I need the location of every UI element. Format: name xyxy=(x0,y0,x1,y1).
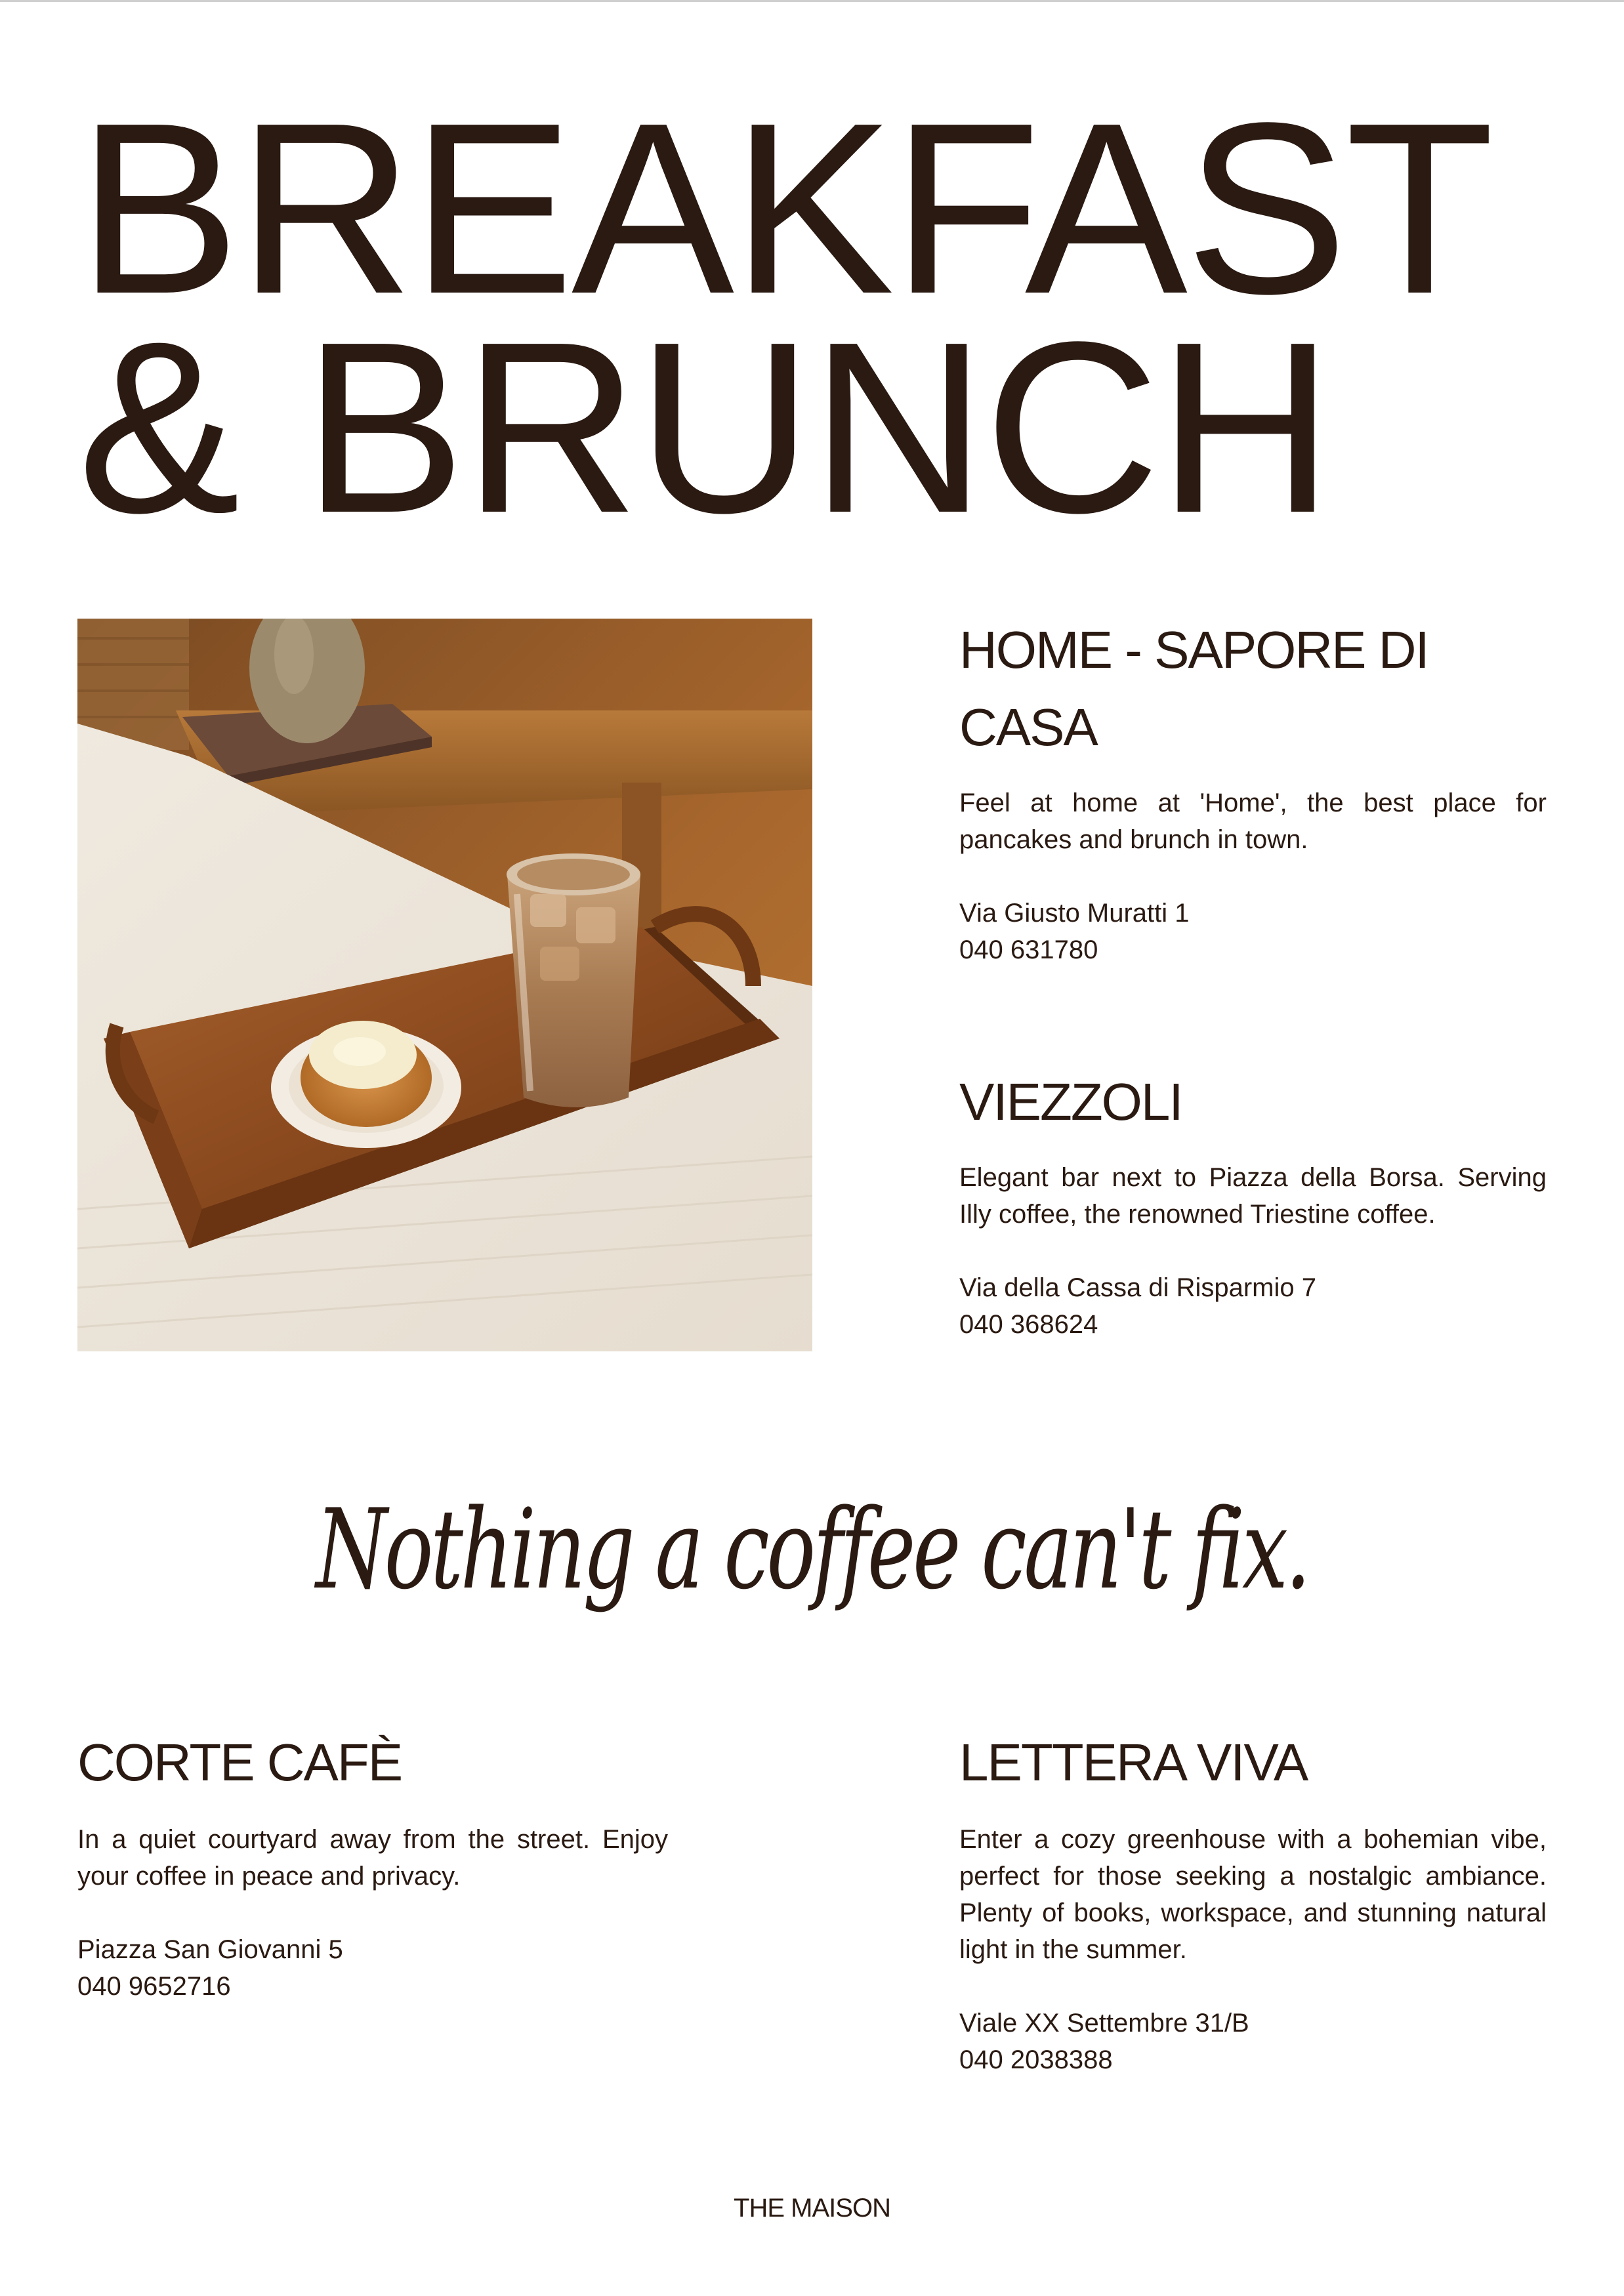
venue-name: CORTE CAFÈ xyxy=(77,1733,402,1792)
venue-phone: 040 2038388 xyxy=(959,2045,1113,2074)
venue-description: In a quiet courtyard away from the street. Enjoy your coffee in peace and privacy. xyxy=(77,1825,668,1891)
venue-address: Piazza San Giovanni 5 xyxy=(77,1935,343,1964)
footer-brand: THE MAISON xyxy=(734,2194,890,2223)
venue-contact xyxy=(959,895,1547,968)
venue-name xyxy=(959,611,1547,766)
venue-name-line-2: CASA xyxy=(959,698,1097,756)
photo-illustration xyxy=(77,619,812,1351)
venue-corte-cafe xyxy=(77,1724,668,2005)
breakfast-tray-photo xyxy=(77,619,812,1351)
venue-contact xyxy=(959,2005,1547,2078)
venue-contact xyxy=(77,1931,668,2005)
venue-lettera-viva xyxy=(959,1724,1547,2078)
title-line-2: & BRUNCH xyxy=(77,291,1331,564)
venue-viezzoli xyxy=(959,1063,1547,1343)
iced-coffee-glass xyxy=(507,853,640,1107)
venue-address: Via della Cassa di Risparmio 7 xyxy=(959,1273,1316,1302)
top-rule xyxy=(0,0,1624,2)
venue-address: Via Giusto Muratti 1 xyxy=(959,899,1190,928)
venue-description: Feel at home at 'Home', the best place for pancakes and brunch in town. xyxy=(959,789,1547,854)
title-line-1: BREAKFAST xyxy=(77,72,1492,344)
venue-name: LETTERA VIVA xyxy=(959,1733,1308,1792)
venue-description: Enter a cozy greenhouse with a bohemian vibe, perfect for those seeking a nostalgic ambiance. Plenty of books, workspace, and stunning natural light in the summer. xyxy=(959,1825,1547,1964)
venue-phone: 040 368624 xyxy=(959,1310,1098,1339)
coffee-quote: Nothing a coffee can't fix. xyxy=(316,1485,1308,1614)
venue-contact xyxy=(959,1269,1547,1343)
venue-name-line-1: HOME - SAPORE DI xyxy=(959,621,1428,679)
venue-phone: 040 631780 xyxy=(959,935,1098,964)
venue-address: Viale XX Settembre 31/B xyxy=(959,2009,1249,2038)
venue-phone: 040 9652716 xyxy=(77,1972,231,2001)
venue-name: VIEZZOLI xyxy=(959,1073,1182,1131)
page-title xyxy=(77,72,1492,564)
venue-description: Elegant bar next to Piazza della Borsa. Serving Illy coffee, the renowned Triestine coffee. xyxy=(959,1163,1547,1229)
venue-home xyxy=(959,611,1547,968)
